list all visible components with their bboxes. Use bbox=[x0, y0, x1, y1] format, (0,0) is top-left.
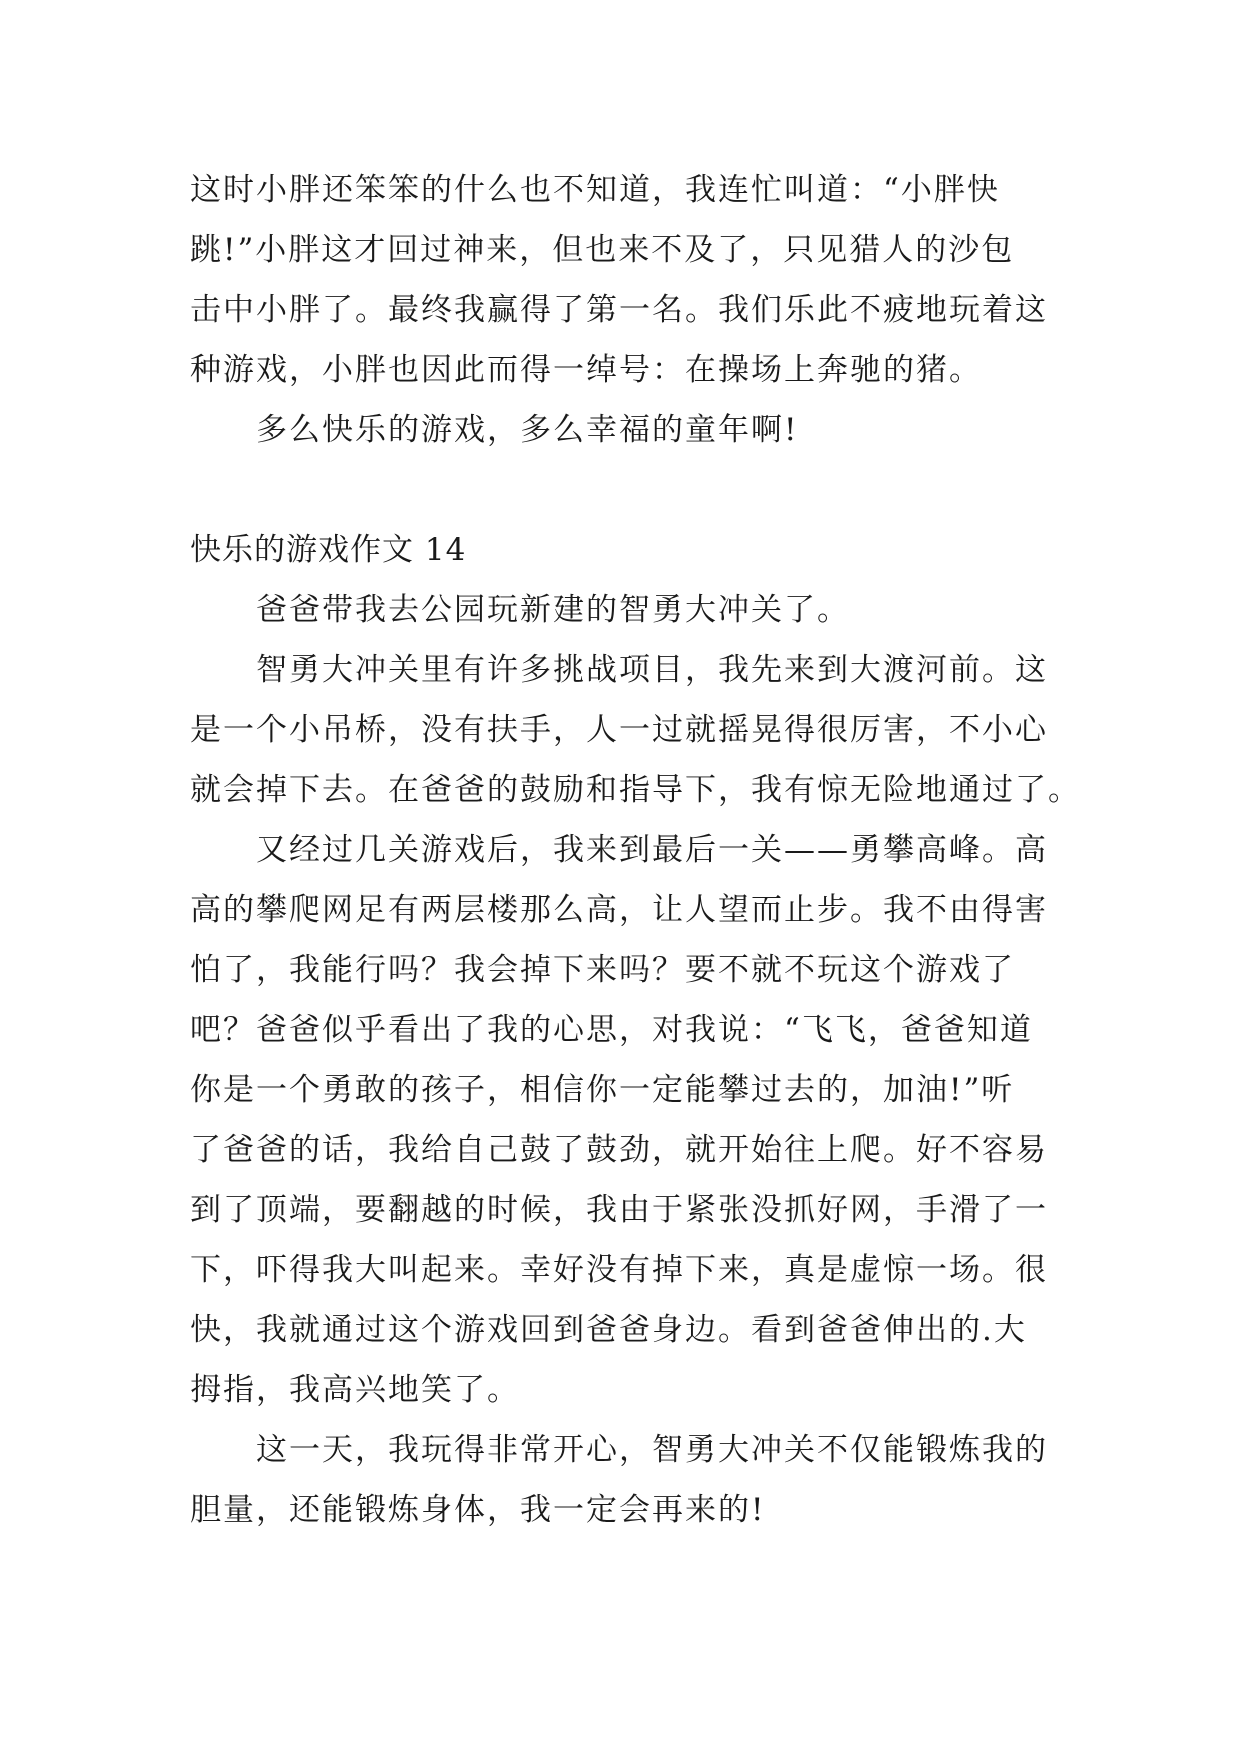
text-line: 快，我就通过这个游戏回到爸爸身边。看到爸爸伸出的.大 bbox=[190, 1312, 1027, 1348]
text-line: 胆量，还能锻炼身体，我一定会再来的! bbox=[190, 1492, 766, 1528]
text-line: 种游戏，小胖也因此而得一绰号：在操场上奔驰的猪。 bbox=[190, 352, 982, 388]
text-line: 到了顶端，要翻越的时候，我由于紧张没抓好网，手滑了一 bbox=[190, 1192, 1048, 1228]
text-line: 你是一个勇敢的孩子，相信你一定能攀过去的，加油!”听 bbox=[190, 1072, 1015, 1108]
essay-paragraph-2 bbox=[190, 640, 1081, 820]
text-line: 这时小胖还笨笨的什么也不知道，我连忙叫道：“小胖快 bbox=[190, 172, 1000, 208]
text-line: 爸爸带我去公园玩新建的智勇大冲关了。 bbox=[256, 592, 850, 628]
section-gap bbox=[190, 460, 1060, 520]
text-line: 跳!”小胖这才回过神来，但也来不及了，只见猎人的沙包 bbox=[190, 232, 1015, 268]
text-line: 吧？爸爸似乎看出了我的心思，对我说：“飞飞，爸爸知道 bbox=[190, 1012, 1033, 1048]
text-line: 击中小胖了。最终我赢得了第一名。我们乐此不疲地玩着这 bbox=[190, 292, 1048, 328]
essay-paragraph-1 bbox=[190, 580, 1060, 640]
paragraph-closing bbox=[190, 400, 1060, 460]
text-line: 这一天，我玩得非常开心，智勇大冲关不仅能锻炼我的 bbox=[256, 1432, 1048, 1468]
essay-paragraph-4 bbox=[190, 1420, 1060, 1540]
document-body bbox=[190, 160, 1081, 1540]
essay-title: 快乐的游戏作文 14 bbox=[190, 532, 467, 568]
text-line: 高的攀爬网足有两层楼那么高，让人望而止步。我不由得害 bbox=[190, 892, 1048, 928]
text-line: 又经过几关游戏后，我来到最后一关——勇攀高峰。高 bbox=[256, 832, 1048, 868]
text-line: 就会掉下去。在爸爸的鼓励和指导下，我有惊无险地通过了。 bbox=[190, 772, 1081, 808]
essay-paragraph-3 bbox=[190, 820, 1060, 1420]
text-line: 拇指，我高兴地笑了。 bbox=[190, 1372, 520, 1408]
text-line: 多么快乐的游戏，多么幸福的童年啊! bbox=[256, 412, 799, 448]
text-line: 是一个小吊桥，没有扶手，人一过就摇晃得很厉害，不小心 bbox=[190, 712, 1048, 748]
text-line: 下，吓得我大叫起来。幸好没有掉下来，真是虚惊一场。很 bbox=[190, 1252, 1048, 1288]
text-line: 智勇大冲关里有许多挑战项目，我先来到大渡河前。这 bbox=[256, 652, 1048, 688]
text-line: 了爸爸的话，我给自己鼓了鼓劲，就开始往上爬。好不容易 bbox=[190, 1132, 1048, 1168]
text-line: 怕了，我能行吗？我会掉下来吗？要不就不玩这个游戏了 bbox=[190, 952, 1015, 988]
paragraph-continued bbox=[190, 160, 1060, 400]
